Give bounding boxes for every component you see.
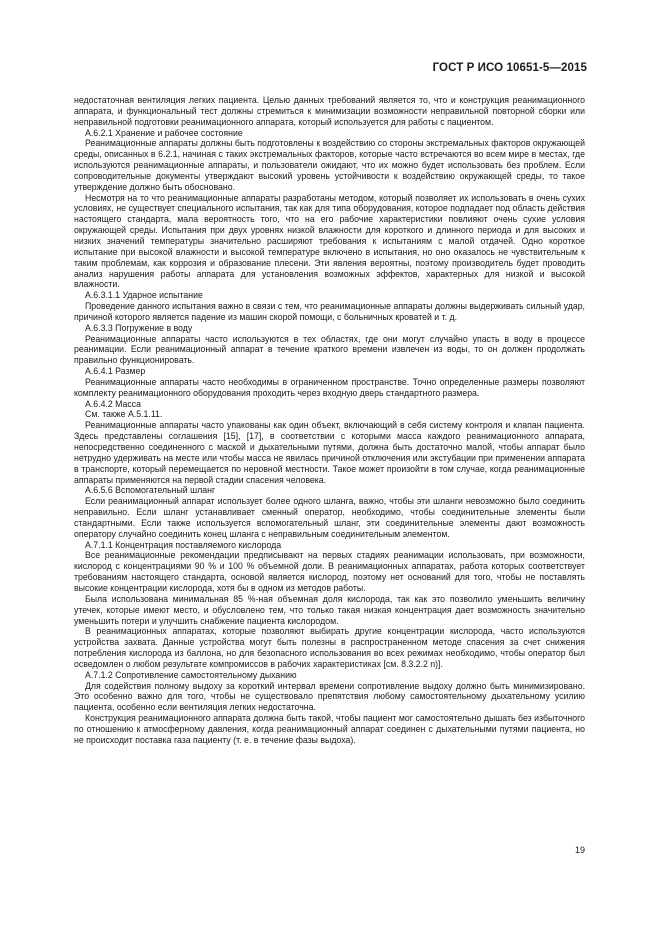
section-heading-a656: А.6.5.6 Вспомогательный шланг <box>85 485 216 496</box>
paragraph: Несмотря на то что реанимационные аппараты разработаны методом, который позволяет их использовать в очень сухих условиях, не существует специального испытания, так как для типа оборудования, которое подпадает под область действия настоящего стандарта, мала вероятность того, что на его рабочие характеристики повлияют очень сухие условия окружающей среды. Испытания при двух уровнях низкой влажности для короткого и длинного периода и для высоких и низких значений температуры значительно расширяют требования к испытаниям с малой отдачей. Одно короткое испытание при высокой влажности и высокой температуре включено в испытания, но оно оказалось не чувствительным к таким проблемам, как коррозия и образование плесени. Эти явления вероятны, поэтому производитель будет проводить анализ нарушения работы аппарата для установления возможных эффектов, характерных для низкой и высокой влажности. <box>74 192 585 290</box>
document-body <box>74 95 585 746</box>
document-header: ГОСТ Р ИСО 10651-5—2015 <box>432 62 587 74</box>
page-number: 19 <box>574 845 585 855</box>
paragraph-cross-reference: См. также А.5.1.11. <box>85 409 163 420</box>
section-heading-a633: А.6.3.3 Погружение в воду <box>85 322 193 333</box>
paragraph: Если реанимационный аппарат использует более одного шланга, важно, чтобы эти шланги невозможно было соединить неправильно. Если шланг устанавливает сменный оператор, необходимо, чтобы соединительные элементы были стандартными. Если также используется вспомогательный шланг, эти соединительные элементы дают возможность оператору случайно соединить конец шланга с неправильным соединительным элементом. <box>74 496 585 539</box>
paragraph: Реанимационные аппараты часто необходимы в ограниченном пространстве. Точно определенные размеры позволяют комплекту реанимационного оборудования проходить через входную дверь стандартного размера. <box>74 376 585 398</box>
section-heading-a641: А.6.4.1 Размер <box>85 366 146 377</box>
section-heading-a6311: А.6.3.1.1 Ударное испытание <box>85 290 203 301</box>
section-heading-a712: А.7.1.2 Сопротивление самостоятельному дыханию <box>85 669 297 680</box>
section-heading-a642: А.6.4.2 Масса <box>85 398 142 409</box>
paragraph: Была использована минимальная 85 %-ная объемная доля кислорода, так как это позволило уменьшить величину утечек, которые имеют место, и обусловлено тем, что только такая низкая концентрация дает возможность значительно уменьшить потери и улучшить снабжение пациента кислородом. <box>74 593 585 626</box>
paragraph: Реанимационные аппараты часто упакованы как один объект, включающий в себя систему контроля и клапан пациента. Здесь представлены соглашения [15], [17], в соответствии с которыми масса каждого реанимационного аппарата, непосредственно соединенного с маской и дыхательными путями, должна быть достаточно малой, чтобы аппарат было нетрудно удерживать на месте или чтобы масса не явилась причиной отключения или экстубации при применении аппарата в транспорте, который перемещается по неровной местности. Такое может произойти в том случае, когда реанимационные аппараты применяются на первой стадии спасения человека. <box>74 420 585 485</box>
paragraph: В реанимационных аппаратах, которые позволяют выбирать другие концентрации кислорода, часто используются устройства захвата. Данные устройства могут быть полезны в распространенном методе спасения за счет снижения потребления кислорода из баллона, но для безопасного использования во всех режимах необходимо, чтобы оператор был осведомлен о любом результате компромиссов в рабочих характеристиках [см. 8.3.2.2 n)]. <box>74 626 585 669</box>
paragraph: Все реанимационные рекомендации предписывают на первых стадиях реанимации использовать, при возможности, кислород с концентрациями 90 % и 100 % объемной доли. В реанимационных аппаратах, работа которых соответствует требованиям настоящего стандарта, основой является кислород, поэтому нет оснований для того, чтобы не поставлять высокие концентрации кислорода, хотя бы в одном из методов работы. <box>74 550 585 593</box>
paragraph: Конструкция реанимационного аппарата должна быть такой, чтобы пациент мог самостоятельно дышать без избыточного по отношению к атмосферному давления, когда реанимационный аппарат соединен с дыхательными путями пациента, но не происходит поставка газа пациенту (т. е. в течение фазы выдоха). <box>74 713 585 745</box>
paragraph: Реанимационные аппараты часто используются в тех областях, где они могут случайно упасть в воду в процессе реанимации. Если реанимационный аппарат в течение краткого времени извлечен из воды, то он должен продолжать правильно функционировать. <box>74 333 585 366</box>
paragraph: Реанимационные аппараты должны быть подготовлены к воздействию со стороны экстремальных факторов окружающей среды, описанных в 6.2.1, начиная с таких экстремальных факторов, которые часто встречаются во всем мире в местах, где используются реанимационные аппараты, и пользователи ожидают, что их можно будет использовать без проблем. Если сопроводительные документы утверждают высокий уровень устойчивости к воздействию окружающей среды, то такое утверждение должно быть обосновано. <box>74 138 585 192</box>
section-heading-a711: А.7.1.1 Концентрация поставляемого кислорода <box>85 539 282 550</box>
section-heading-a621: А.6.2.1 Хранение и рабочее состояние <box>85 127 243 138</box>
paragraph: Проведение данного испытания важно в связи с тем, что реанимационные аппараты должны выдерживать сильный удар, причиной которого является падение из машин скорой помощи, с больничных кроватей и т. д. <box>74 301 585 322</box>
paragraph: Для содействия полному выдоху за короткий интервал времени сопротивление выдоху должно быть минимизировано. Это особенно важно для того, чтобы не существовало препятствия любому самостоятельному дыхательному усилию пациента, особенно если вентиляция легких недостаточна. <box>74 680 585 713</box>
paragraph-continuation: недостаточная вентиляция легких пациента. Целью данных требований является то, что и конструкция реанимационного аппарата, и функциональный тест должны стремиться к минимизации возможности неправильной повторной сборки или неправильной подготовки реанимационного аппарата, который используется для работы с пациентом. <box>74 95 585 127</box>
